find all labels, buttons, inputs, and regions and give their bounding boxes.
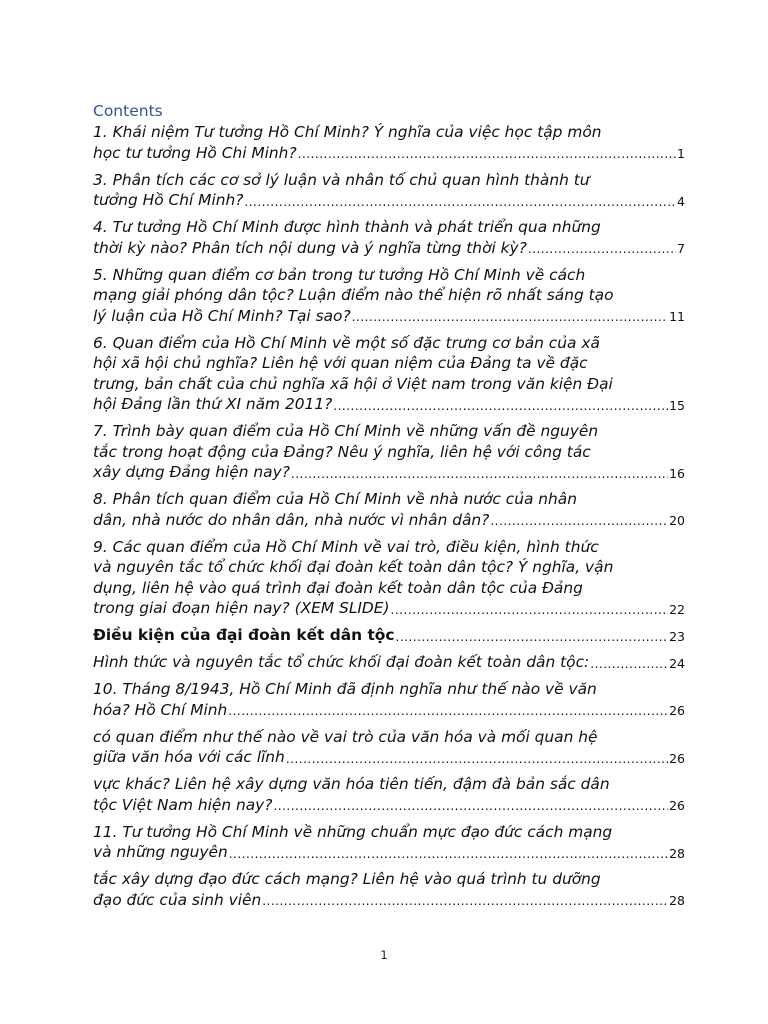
- toc-entry-text: vực khác? Liên hệ xây dựng văn hóa tiên tiến, đậm đà bản sắc dân: [93, 775, 610, 793]
- toc-entry-text: và những nguyên: [93, 843, 228, 861]
- toc-entry[interactable]: [93, 822, 685, 863]
- toc-entry-text: tộc Việt Nam hiện nay?: [93, 795, 273, 814]
- toc-entry-last-line: [93, 143, 685, 164]
- toc-page-number: 26: [669, 703, 685, 718]
- toc-entry-last-line: [93, 652, 685, 673]
- toc-entry-line: [93, 353, 685, 374]
- dot-leader: [244, 195, 676, 209]
- toc-entry-line: [93, 774, 685, 795]
- toc-entry[interactable]: [93, 217, 685, 258]
- toc-entry-last-line: [93, 306, 685, 327]
- toc-entry-text: Hình thức và nguyên tắc tổ chức khối đại đoàn kết toàn dân tộc:: [93, 653, 590, 671]
- table-of-contents: [93, 122, 685, 917]
- toc-entry-last-line: [93, 890, 685, 911]
- toc-entry-line: [93, 333, 685, 354]
- toc-entry-text: có quan điểm như thế nào về vai trò của văn hóa và mối quan hệ: [93, 727, 598, 746]
- dot-leader: [333, 399, 668, 413]
- toc-entry[interactable]: [93, 122, 685, 163]
- toc-entry-text: và nguyên tắc tổ chức khối đại đoàn kết toàn dân tộc? Ý nghĩa, vận: [93, 558, 614, 576]
- dot-leader: [352, 310, 668, 324]
- toc-entry[interactable]: [93, 652, 685, 673]
- toc-page-number: 7: [677, 241, 685, 256]
- toc-page-number: 4: [677, 193, 685, 209]
- toc-entry-text: lý luận của Hồ Chí Minh? Tại sao?: [93, 306, 351, 325]
- toc-page-number: 26: [669, 798, 685, 813]
- toc-entry-line: [93, 374, 685, 395]
- toc-entry-last-line: [93, 598, 685, 619]
- toc-entry-text: học tư tưởng Hồ Chi Minh?: [93, 143, 297, 162]
- toc-page-number: 28: [669, 845, 685, 861]
- toc-entry-text: 5. Những quan điểm cơ bản trong tư tưởng Hồ Chí Minh về cách: [93, 265, 586, 284]
- toc-entry-text: 8. Phân tích quan điểm của Hồ Chí Minh về nhà nước của nhân: [93, 490, 577, 508]
- dot-leader: [291, 467, 668, 481]
- toc-entry[interactable]: [93, 537, 685, 619]
- toc-entry-text: trong giai đoạn hiện nay? (XEM SLIDE): [93, 599, 390, 617]
- toc-entry-line: [93, 537, 685, 558]
- toc-entry-last-line: [93, 510, 685, 531]
- dot-leader: [273, 799, 668, 813]
- toc-entry-text: 7. Trình bày quan điểm của Hồ Chí Minh về những vấn đề nguyên: [93, 422, 599, 440]
- toc-entry-text: dụng, liên hệ vào quá trình đại đoàn kết toàn dân tộc của Đảng: [93, 578, 583, 597]
- toc-entry-text: thời kỳ nào? Phân tích nội dung và ý nghĩa từng thời kỳ?: [93, 238, 527, 257]
- dot-leader: [490, 514, 668, 528]
- toc-entry-line: [93, 869, 685, 890]
- dot-leader: [590, 657, 668, 671]
- toc-entry-last-line: [93, 238, 685, 259]
- toc-entry-text: tắc xây dựng đạo đức cách mạng? Liên hệ vào quá trình tu dưỡng: [93, 870, 601, 888]
- toc-page-number: 20: [669, 513, 685, 528]
- toc-entry-line: [93, 170, 685, 191]
- toc-entry-text: hội xã hội chủ nghĩa? Liên hệ với quan niệm của Đảng ta về đặc: [93, 354, 588, 372]
- toc-entry-line: [93, 822, 685, 843]
- toc-entry[interactable]: [93, 421, 685, 483]
- dot-leader: [286, 752, 668, 766]
- toc-page-number: 24: [669, 655, 685, 671]
- toc-entry-text: 3. Phân tích các cơ sở lý luận và nhân tố chủ quan hình thành tư: [93, 170, 590, 189]
- toc-entry-line: [93, 489, 685, 510]
- toc-entry[interactable]: [93, 869, 685, 910]
- toc-entry-text: 4. Tư tưởng Hồ Chí Minh được hình thành và phát triển qua những: [93, 218, 601, 236]
- toc-entry[interactable]: [93, 333, 685, 415]
- toc-entry-line: [93, 557, 685, 578]
- toc-page-number: 22: [669, 601, 685, 617]
- toc-entry-line: [93, 442, 685, 463]
- toc-page-number: 26: [669, 750, 685, 766]
- toc-entry-line: [93, 727, 685, 748]
- toc-entry-last-line: [93, 625, 685, 646]
- dot-leader: [396, 630, 669, 644]
- toc-entry-text: trưng, bản chất của chủ nghĩa xã hội ở Việt nam trong văn kiện Đại: [93, 374, 613, 393]
- dot-leader: [391, 603, 669, 617]
- toc-entry-last-line: [93, 700, 685, 721]
- toc-page-number: 11: [669, 309, 685, 324]
- toc-entry[interactable]: [93, 727, 685, 768]
- page-number: 1: [380, 948, 388, 962]
- toc-entry-text: xây dựng Đảng hiện nay?: [93, 463, 290, 481]
- toc-entry-last-line: [93, 795, 685, 816]
- toc-entry-text: tắc trong hoạt động của Đảng? Nêu ý nghĩa, liên hệ với công tác: [93, 442, 591, 461]
- toc-heading: Contents: [93, 102, 163, 120]
- toc-entry-line: [93, 217, 685, 238]
- dot-leader: [228, 704, 668, 718]
- toc-entry-text: 11. Tư tưởng Hồ Chí Minh về những chuẩn mực đạo đức cách mạng: [93, 822, 613, 841]
- toc-entry-last-line: [93, 747, 685, 768]
- toc-page-number: 1: [677, 146, 685, 161]
- toc-entry-text: 6. Quan điểm của Hồ Chí Minh về một số đặc trưng cơ bản của xã: [93, 333, 600, 352]
- toc-page-number: 16: [669, 465, 685, 481]
- dot-leader: [298, 147, 676, 161]
- toc-entry-text: 9. Các quan điểm của Hồ Chí Minh về vai trò, điều kiện, hình thức: [93, 537, 599, 556]
- toc-entry-text: dân, nhà nước do nhân dân, nhà nước vì nhân dân?: [93, 510, 490, 529]
- toc-entry-last-line: [93, 190, 685, 211]
- toc-entry-text: hóa? Hồ Chí Minh: [93, 700, 228, 719]
- toc-entry[interactable]: [93, 774, 685, 815]
- toc-entry-text: 1. Khái niệm Tư tưởng Hồ Chí Minh? Ý nghĩa của việc học tập môn: [93, 123, 602, 141]
- toc-entry-text: Điều kiện của đại đoàn kết dân tộc: [93, 626, 395, 644]
- toc-entry-text: hội Đảng lần thứ XI năm 2011?: [93, 395, 333, 413]
- dot-leader: [262, 894, 668, 908]
- toc-entry[interactable]: [93, 625, 685, 646]
- toc-entry[interactable]: [93, 679, 685, 720]
- toc-entry-last-line: [93, 842, 685, 863]
- toc-page-number: 28: [669, 893, 685, 908]
- toc-entry[interactable]: [93, 265, 685, 327]
- dot-leader: [528, 242, 676, 256]
- toc-entry-text: giữa văn hóa với các lĩnh: [93, 748, 285, 766]
- toc-entry-text: tưởng Hồ Chí Minh?: [93, 191, 244, 209]
- toc-page-number: 15: [669, 397, 685, 413]
- toc-entry-last-line: [93, 462, 685, 483]
- toc-entry-line: [93, 285, 685, 306]
- toc-entry-text: đạo đức của sinh viên: [93, 890, 262, 909]
- toc-entry-line: [93, 578, 685, 599]
- toc-entry-line: [93, 122, 685, 143]
- toc-entry-last-line: [93, 394, 685, 415]
- toc-entry-line: [93, 265, 685, 286]
- toc-page-number: 23: [669, 628, 685, 644]
- toc-entry-line: [93, 421, 685, 442]
- toc-entry-line: [93, 679, 685, 700]
- toc-entry[interactable]: [93, 489, 685, 530]
- dot-leader: [229, 847, 668, 861]
- toc-entry-text: 10. Tháng 8/1943, Hồ Chí Minh đã định nghĩa như thế nào về văn: [93, 680, 597, 698]
- toc-entry-text: mạng giải phóng dân tộc? Luận điểm nào thể hiện rõ nhất sáng tạo: [93, 286, 614, 304]
- toc-entry[interactable]: [93, 170, 685, 211]
